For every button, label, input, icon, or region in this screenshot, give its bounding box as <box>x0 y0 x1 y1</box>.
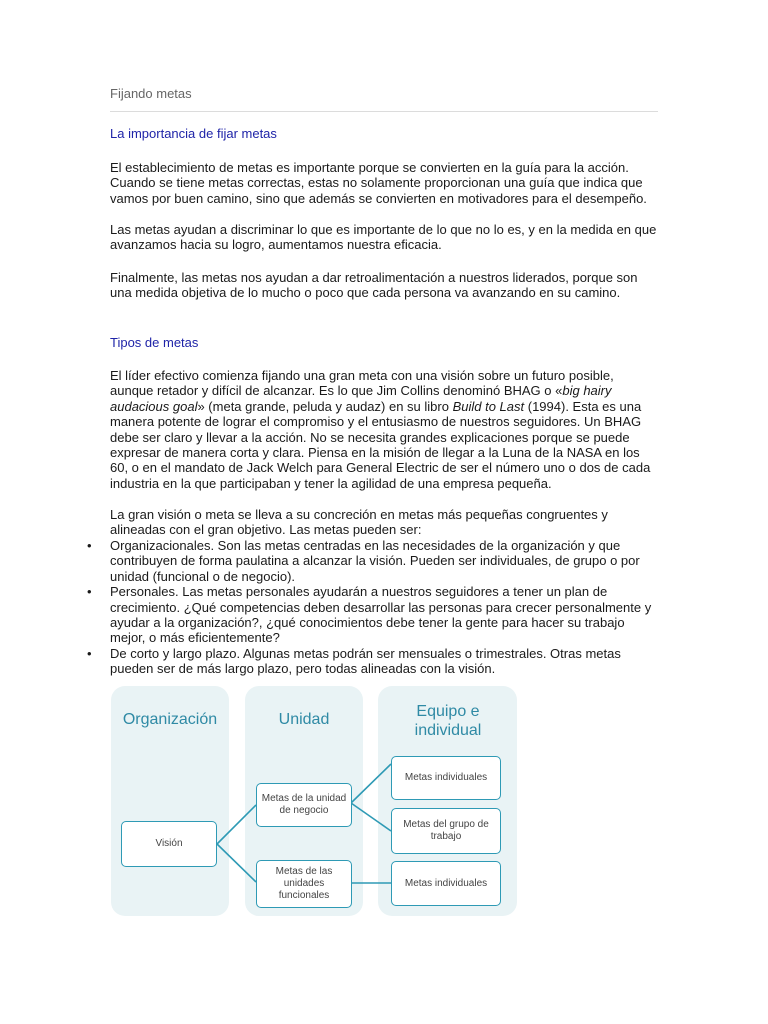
paragraph-importancia-1: El establecimiento de metas es importante porque se convierten en la guía para la acción. Cuando se tiene metas correctas, estas no solamente proporcionan una guía que indica que vamos por buen camino, sino que además se convierten en motivadores para el desempeño. <box>110 160 647 206</box>
paragraph-tipos-1-part-b: » (meta grande, peluda y audaz) en su libro <box>197 398 453 414</box>
paragraph-tipos-1 <box>110 368 658 491</box>
list-item-text: Organizacionales. Son las metas centradas en las necesidades de la organización y que contribuyen de forma paulatina a alcanzar la visión. Pueden ser individuales, de grupo o por unidad (funcional o de negocio). <box>110 538 640 584</box>
connector-business-to-individual <box>351 764 391 803</box>
goals-hierarchy-diagram <box>111 686 521 918</box>
document-title: Fijando metas <box>110 86 192 101</box>
bullet-glyph: • <box>87 645 92 661</box>
connector-vision-to-functional <box>217 844 256 882</box>
paragraph-importancia-3: Finalmente, las metas nos ayudan a dar retroalimentación a nuestros liderados, porque son una medida objetiva de lo mucho o poco que cada persona va avanzando en su camino. <box>110 270 638 301</box>
connector-vision-to-business <box>217 805 256 844</box>
column-title-organizacion: Organización <box>122 711 218 728</box>
column-title-equipo-individual: Equipo e individual <box>414 703 482 739</box>
list-item-text: De corto y largo plazo. Algunas metas podrán ser mensuales o trimestrales. Otras metas pueden ser de más largo plazo, pero todas alineadas con la visión. <box>110 645 621 677</box>
bullet-glyph: • <box>87 584 92 600</box>
box-functional-unit-goals: Metas de las unidades funcionales <box>256 860 352 908</box>
title-divider <box>110 111 658 112</box>
paragraph-tipos-2: La gran visión o meta se lleva a su concreción en metas más pequeñas congruentes y alineadas con el gran objetivo. Las metas pueden ser: <box>110 507 608 538</box>
box-individual-goals-1: Metas individuales <box>391 756 501 800</box>
box-individual-goals-2: Metas individuales <box>391 861 501 906</box>
bullet-glyph: • <box>87 538 92 553</box>
section-heading-importancia: La importancia de fijar metas <box>110 126 277 141</box>
list-item-text: Personales. Las metas personales ayudarán a nuestros seguidores a tener un plan de crecimiento. ¿Qué competencias deben desarrollar las personas para crecer personalmente y ayudar a la organización?, ¿qué conocimientos debe tener la gente para hacer su trabajo mejor, o más eficientemente? <box>110 584 652 646</box>
paragraph-importancia-2: Las metas ayudan a discriminar lo que es importante de lo que no lo es, y en la medida en que avanzamos hacia su logro, aumentamos nuestra eficacia. <box>110 222 657 253</box>
paragraph-tipos-1-part-a: El líder efectivo comienza fijando una gran meta con una visión sobre un futuro posible, aunque retador y difícil de alcanzar. Es lo que Jim Collins denominó BHAG o « <box>110 368 614 399</box>
list-item <box>87 584 658 646</box>
goal-types-list <box>87 538 658 677</box>
paragraph-tipos-1-italic-book: Build to Last <box>452 398 525 414</box>
column-title-unidad: Unidad <box>278 711 330 728</box>
list-item <box>87 645 658 677</box>
connector-business-to-workgroup <box>351 803 391 831</box>
box-workgroup-goals: Metas del grupo de trabajo <box>391 808 501 854</box>
box-business-unit-goals: Metas de la unidad de negocio <box>256 783 352 827</box>
paragraph-tipos-1-italic-bhag: big hairy audacious goal <box>110 383 612 414</box>
section-heading-tipos: Tipos de metas <box>110 335 199 350</box>
list-item <box>87 538 658 584</box>
paragraph-tipos-1-part-c: (1994). Esta es una manera potente de lograr el compromiso y el entusiasmo de nuestros seguidores. Un BHAG debe ser claro y llevar a la acción. No se necesita grandes explicaciones porque se puede expresar de manera corta y clara. Piensa en la misión de llegar a la Luna de la NASA en los 60, o en el mandato de Jack Welch para General Electric de ser el número uno o dos de cada industria en la que participaban y tener la agilidad de una empresa pequeña. <box>110 398 651 491</box>
box-vision: Visión <box>121 821 217 867</box>
